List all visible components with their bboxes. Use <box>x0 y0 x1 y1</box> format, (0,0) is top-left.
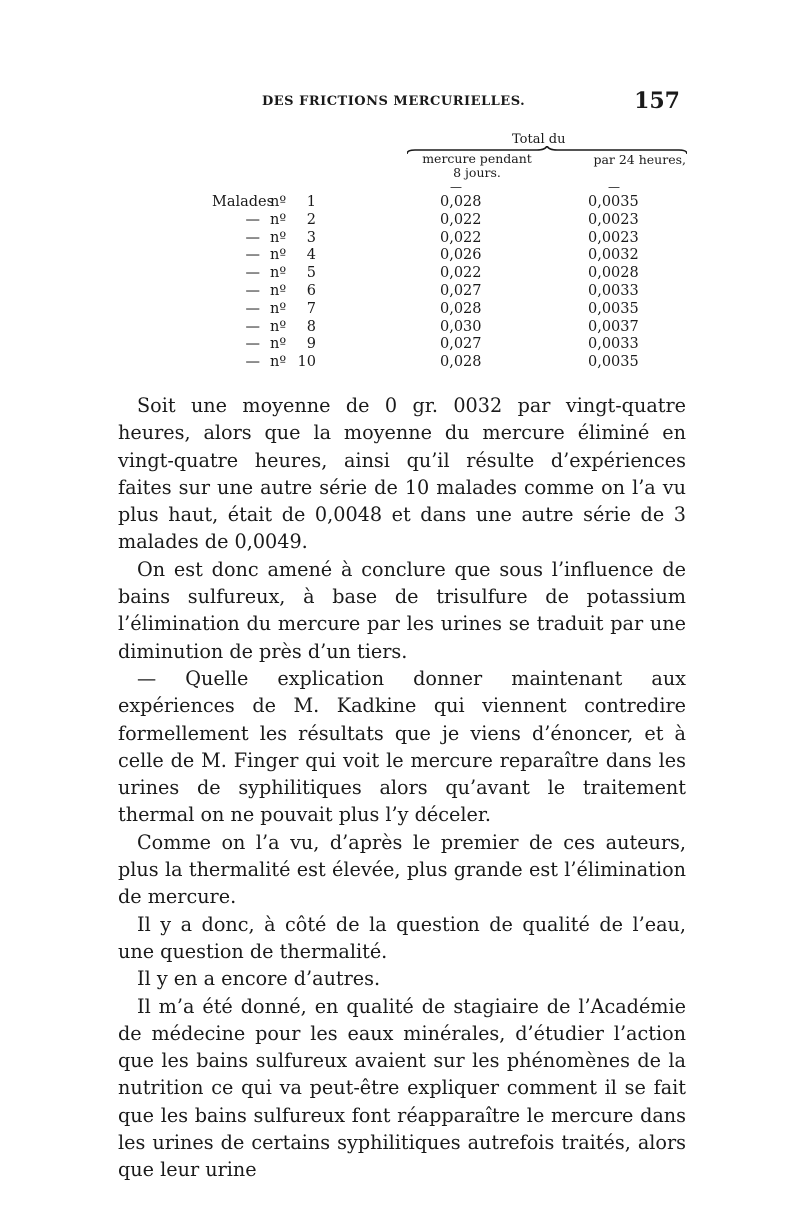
paragraph: On est donc amené à conclure que sous l’influence de bains sulfureux, à base de trisulfure de potassium l’élimination du mercure par les urines se traduit par une diminution de près d’un tiers. <box>118 557 686 663</box>
row-number: 6 <box>306 282 316 299</box>
page-number: 157 <box>634 88 680 114</box>
row-value-24-hours: 0,0035 <box>588 300 639 317</box>
row-no: nº <box>270 247 287 264</box>
row-number: 4 <box>306 247 316 264</box>
row-number: 3 <box>306 229 316 246</box>
row-value-24-hours: 0,0032 <box>588 247 639 264</box>
col1-header <box>412 152 542 180</box>
row-number: 2 <box>306 211 316 228</box>
table-rows <box>212 194 686 372</box>
row-number: 10 <box>297 354 316 371</box>
row-no: nº <box>270 318 287 335</box>
table-row <box>212 283 686 301</box>
paragraph: Il y en a encore d’autres. <box>137 967 381 991</box>
table-row <box>212 301 686 319</box>
row-label: — <box>245 354 260 371</box>
row-no: nº <box>270 194 287 210</box>
row-value-24-hours: 0,0033 <box>588 282 639 299</box>
row-label: — <box>245 247 260 264</box>
col1-header-line2: 8 jours. <box>453 165 501 180</box>
row-value-8-days: 0,028 <box>440 194 482 210</box>
table-row <box>212 194 686 212</box>
row-value-8-days: 0,028 <box>440 300 482 317</box>
row-label: — <box>245 318 260 335</box>
row-no: nº <box>270 229 287 246</box>
row-value-8-days: 0,027 <box>440 282 482 299</box>
paragraph: Comme on l’a vu, d’après le premier de ces auteurs, plus la thermalité est élevée, plus grande est l’élimination de mercure. <box>118 830 686 909</box>
row-value-24-hours: 0,0035 <box>588 194 639 210</box>
table-row <box>212 212 686 230</box>
paragraph: Il m’a été donné, en qualité de stagiaire de l’Académie de médecine pour les eaux minérales, d’étudier l’action que les bains sulfureux avaient sur les phénomènes de la nutrition ce qui va peut-être expliquer comment il se fait que les bains sulfureux font réapparaître le mercure dans les urines de certains syphilitiques autrefois traités, alors que leur urine <box>118 994 686 1182</box>
row-value-8-days: 0,022 <box>440 211 482 228</box>
col2-header: par 24 heures, <box>593 152 686 167</box>
running-head <box>118 88 686 118</box>
row-value-24-hours: 0,0035 <box>588 354 639 371</box>
row-value-24-hours: 0,0023 <box>588 211 639 228</box>
row-value-8-days: 0,027 <box>440 336 482 353</box>
running-title: DES FRICTIONS MERCURIELLES. <box>262 94 526 109</box>
row-number: 7 <box>306 300 316 317</box>
paragraph: Il y a donc, à côté de la question de qualité de l’eau, une question de thermalité. <box>118 912 686 963</box>
row-no: nº <box>270 265 287 282</box>
row-label: — <box>245 282 260 299</box>
row-value-8-days: 0,022 <box>440 265 482 282</box>
table-group-header: Total du <box>512 132 566 147</box>
row-number: 1 <box>306 194 316 210</box>
paragraph: — Quelle explication donner maintenant aux expériences de M. Kadkine qui viennent contredire formellement les résultats que je viens d’énoncer, et à celle de M. Finger qui voit le mercure reparaître dans les urines de syphilitiques alors qu’avant le traitement thermal on ne pouvait plus l’y déceler. <box>118 666 686 827</box>
row-number: 9 <box>306 336 316 353</box>
row-label: Malades <box>212 194 275 210</box>
row-no: nº <box>270 300 287 317</box>
row-number: 8 <box>306 318 316 335</box>
row-value-8-days: 0,030 <box>440 318 482 335</box>
table-row <box>212 319 686 337</box>
row-value-8-days: 0,026 <box>440 247 482 264</box>
mercury-table <box>212 132 686 380</box>
row-label: — <box>245 300 260 317</box>
table-row <box>212 265 686 283</box>
col2-header-dash: — <box>608 180 620 194</box>
row-value-24-hours: 0,0037 <box>588 318 639 335</box>
table-row <box>212 354 686 372</box>
row-label: — <box>245 229 260 246</box>
row-label: — <box>245 211 260 228</box>
row-value-8-days: 0,022 <box>440 229 482 246</box>
paragraph: Soit une moyenne de 0 gr. 0032 par vingt-quatre heures, alors que la moyenne du mercure éliminé en vingt-quatre heures, ainsi qu’il résulte d’expériences faites sur une autre série de 10 malades comme on l’a vu plus haut, était de 0,0048 et dans une autre série de 3 malades de 0,0049. <box>118 394 686 554</box>
row-no: nº <box>270 282 287 299</box>
table-row <box>212 230 686 248</box>
row-value-8-days: 0,028 <box>440 354 482 371</box>
row-label: — <box>245 336 260 353</box>
row-value-24-hours: 0,0033 <box>588 336 639 353</box>
row-label: — <box>245 265 260 282</box>
body-text <box>118 392 686 1184</box>
col1-header-dash: — <box>450 180 462 194</box>
table-row <box>212 336 686 354</box>
row-value-24-hours: 0,0023 <box>588 229 639 246</box>
row-no: nº <box>270 211 287 228</box>
row-no: nº <box>270 336 287 353</box>
col1-header-line1: mercure pendant <box>422 151 532 166</box>
row-value-24-hours: 0,0028 <box>588 265 639 282</box>
row-number: 5 <box>306 265 316 282</box>
table-row <box>212 247 686 265</box>
row-no: nº <box>270 354 287 371</box>
